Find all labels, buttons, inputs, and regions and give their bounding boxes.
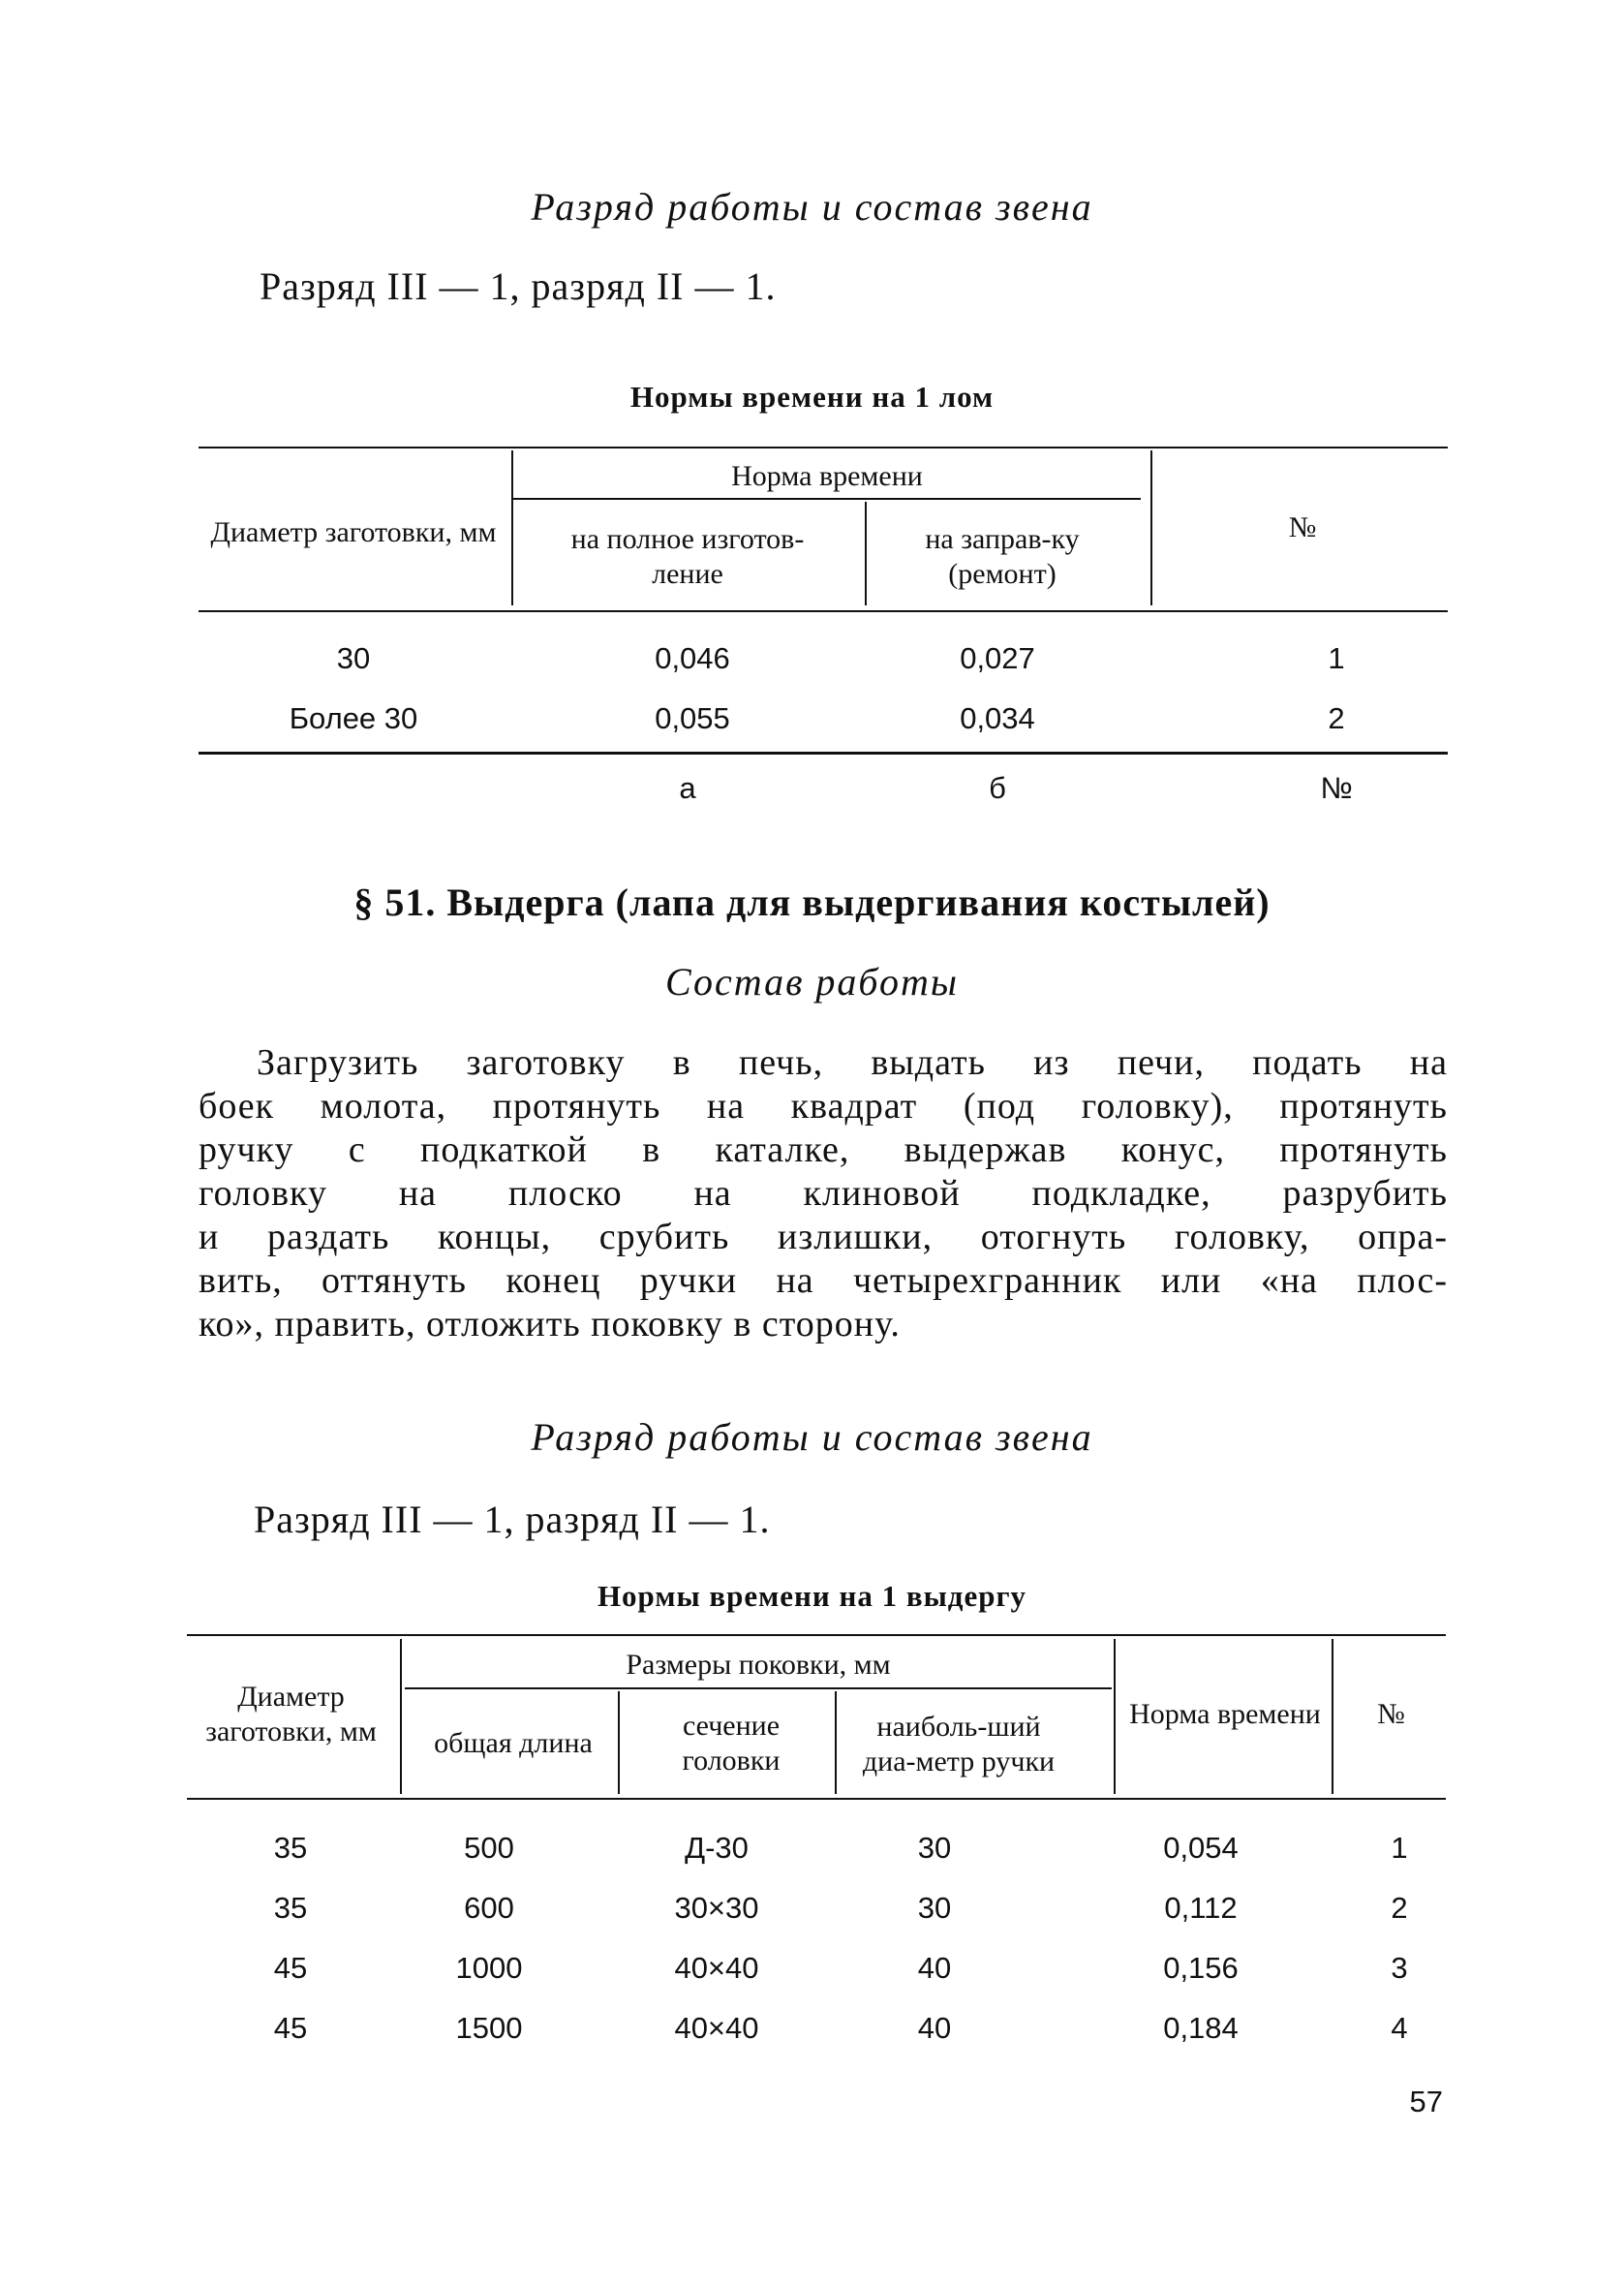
paragraph-line: вить, оттянуть конец ручки на четырехгранник или «на плос- <box>199 1260 1448 1301</box>
cell-diameter: 30 <box>336 641 371 675</box>
cell-max-diam: 30 <box>917 1891 952 1925</box>
crew-heading-1: Разряд работы и состав звена <box>531 185 1093 229</box>
paragraph-line: Загрузить заготовку в печь, выдать из печи, подать на <box>257 1042 1448 1083</box>
section-heading: § 51. Выдерга (лапа для выдергивания костылей) <box>353 881 1271 924</box>
cell-max-diam: 40 <box>917 1951 952 1985</box>
cell-max-diam: 40 <box>917 2011 952 2045</box>
cell-repair: 0,027 <box>960 641 1035 675</box>
cell-length: 1000 <box>455 1951 523 1985</box>
cell-diameter: 35 <box>273 1891 308 1925</box>
table-2-caption: Нормы времени на 1 выдергу <box>597 1579 1027 1613</box>
cell-norm: 0,112 <box>1164 1891 1238 1925</box>
paragraph-line: и раздать концы, срубить излишки, отогнуть головку, опра- <box>199 1217 1448 1257</box>
cell-diameter: 45 <box>273 1951 308 1985</box>
cell-no: 3 <box>1391 1951 1408 1985</box>
cell-length: 500 <box>464 1831 514 1865</box>
page-number: 57 <box>1409 2085 1443 2118</box>
paragraph-line: ручку с подкаткой в каталке, выдержав конус, протянуть <box>199 1129 1448 1170</box>
cell-no: 1 <box>1328 641 1345 675</box>
cell-no: 2 <box>1328 701 1345 735</box>
cell-diameter: Более 30 <box>289 701 418 735</box>
cell-max-diam: 30 <box>917 1831 952 1865</box>
table-1-footer-a: а <box>679 771 696 805</box>
table-1-header-norm-group: Норма времени <box>731 460 923 492</box>
cell-section: Д-30 <box>685 1831 749 1865</box>
paragraph-line: ко», править, отложить поковку в сторону. <box>199 1304 901 1344</box>
table-2-header-section: сечение головки <box>682 1710 781 1777</box>
cell-length: 600 <box>464 1891 514 1925</box>
cell-length: 1500 <box>455 2011 523 2045</box>
table-1-footer-b: б <box>989 771 1006 805</box>
cell-no: 1 <box>1391 1831 1408 1865</box>
table-1-header-repair: на заправ-ку (ремонт) <box>925 523 1080 590</box>
table-2-header-no: № <box>1377 1698 1405 1730</box>
cell-repair: 0,034 <box>960 701 1035 735</box>
cell-diameter: 35 <box>273 1831 308 1865</box>
table-1-header-full: на полное изготов-ление <box>570 523 805 590</box>
cell-no: 4 <box>1391 2011 1408 2045</box>
table-2-header-max-diam: наиболь-ший диа-метр ручки <box>862 1711 1056 1777</box>
crew-heading-2: Разряд работы и состав звена <box>531 1415 1093 1459</box>
table-1-header-no: № <box>1288 511 1317 543</box>
table-1-caption: Нормы времени на 1 лом <box>629 380 995 414</box>
table-2-header-norm: Норма времени <box>1129 1698 1321 1730</box>
cell-section: 40×40 <box>674 2011 759 2045</box>
cell-section: 30×30 <box>674 1891 759 1925</box>
cell-norm: 0,184 <box>1163 2011 1239 2045</box>
table-2-header-sizes-group: Размеры поковки, мм <box>626 1649 891 1681</box>
table-2-header-length: общая длина <box>434 1727 593 1759</box>
work-description <box>199 1041 1448 1346</box>
cell-norm: 0,054 <box>1163 1831 1239 1865</box>
table-2-header-diameter: Диаметр заготовки, мм <box>205 1681 377 1747</box>
cell-diameter: 45 <box>273 2011 308 2045</box>
cell-full: 0,055 <box>655 701 730 735</box>
cell-norm: 0,156 <box>1163 1951 1239 1985</box>
paragraph-line: боек молота, протянуть на квадрат (под головку), протянуть <box>199 1086 1448 1127</box>
table-1-footer-no: № <box>1320 771 1353 805</box>
cell-full: 0,046 <box>655 641 730 675</box>
work-heading: Состав работы <box>664 960 959 1004</box>
paragraph-line: головку на плоско на клиновой подкладке, разрубить <box>199 1173 1448 1214</box>
cell-no: 2 <box>1391 1891 1408 1925</box>
crew-ranks-1: Разряд III — 1, разряд II — 1. <box>260 264 777 308</box>
cell-section: 40×40 <box>674 1951 759 1985</box>
crew-ranks-2: Разряд III — 1, разряд II — 1. <box>254 1498 771 1541</box>
table-1-header-diameter: Диаметр заготовки, мм <box>210 516 497 548</box>
